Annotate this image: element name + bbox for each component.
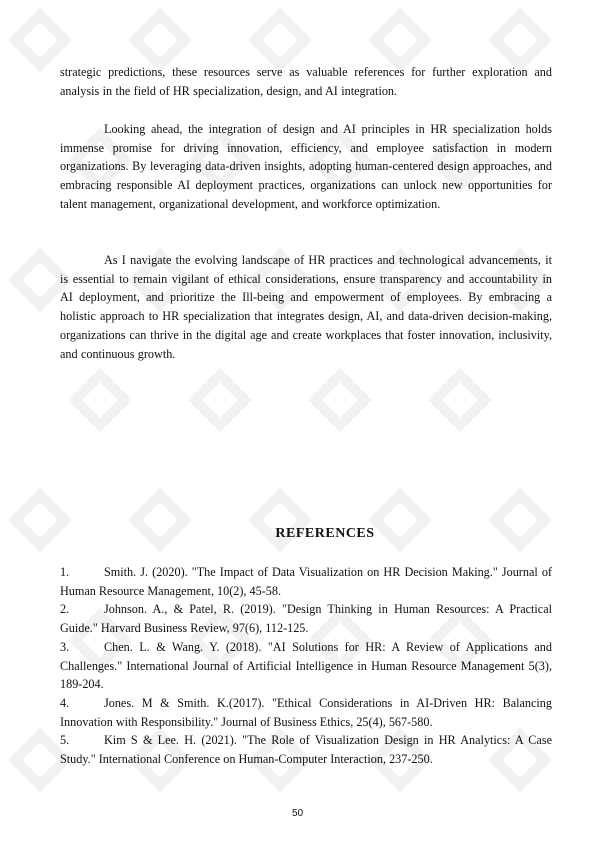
reference-item — [60, 731, 552, 768]
reference-text: Kim S & Lee. H. (2021). "The Role of Visualization Design in HR Analytics: A Case Study." International Conference on Human-Computer Interaction, 237-250. — [60, 733, 552, 767]
reference-item — [60, 694, 552, 731]
body-paragraph-2: Looking ahead, the integration of design and AI principles in HR specialization holds immense promise for driving innovation, efficiency, and employee satisfaction in modern organizations. By leveraging data-driven insights, adopting human-centered design approaches, and embracing responsible AI deployment practices, organizations can unlock new opportunities for talent management, organizational development, and workforce optimization. — [60, 122, 552, 211]
body-paragraph-1: strategic predictions, these resources serve as valuable references for further exploration and analysis in the field of HR specialization, design, and AI integration. — [60, 65, 552, 98]
reference-item — [60, 638, 552, 694]
reference-item — [60, 563, 552, 600]
reference-number: 2. — [60, 602, 70, 617]
reference-text: Jones. M & Smith. K.(2017). "Ethical Considerations in AI-Driven HR: Balancing Innovation with Responsibility." Journal of Business Ethics, 25(4), 567-580. — [60, 695, 552, 729]
reference-number: 1. — [60, 565, 70, 579]
page-number: 50 — [291, 808, 304, 819]
reference-text: Chen. L. & Wang. Y. (2018). "AI Solutions for HR: A Review of Applications and Challenges." International Journal of Artificial Intelligence in Human Resource Management 5(3), 189-204. — [60, 639, 552, 692]
references-list — [60, 563, 552, 769]
reference-number: 4. — [60, 695, 70, 710]
reference-item — [60, 600, 552, 637]
reference-text: Johnson. A., & Patel, R. (2019). "Design Thinking in Human Resources: A Practical Guide." Harvard Business Review, 97(6), 112-125. — [60, 602, 552, 636]
reference-text: Smith. J. (2020). "The Impact of Data Visualization on HR Decision Making." Journal of Human Resource Management, 10(2), 45-58. — [60, 565, 552, 598]
references-heading: REFERENCES — [275, 526, 375, 541]
body-paragraph-3: As I navigate the evolving landscape of HR practices and technological advancements, it is essential to remain vigilant of ethical considerations, ensure transparency and accountability in AI deployment, and prioritize the Ill-being and empowerment of employees. By embracing a holistic approach to HR specialization that integrates design, AI, and data-driven decision-making, organizations can thrive in the digital age and create workplaces that foster innovation, inclusivity, and continuous growth. — [60, 253, 552, 361]
reference-number: 5. — [60, 733, 70, 748]
reference-number: 3. — [60, 639, 70, 654]
